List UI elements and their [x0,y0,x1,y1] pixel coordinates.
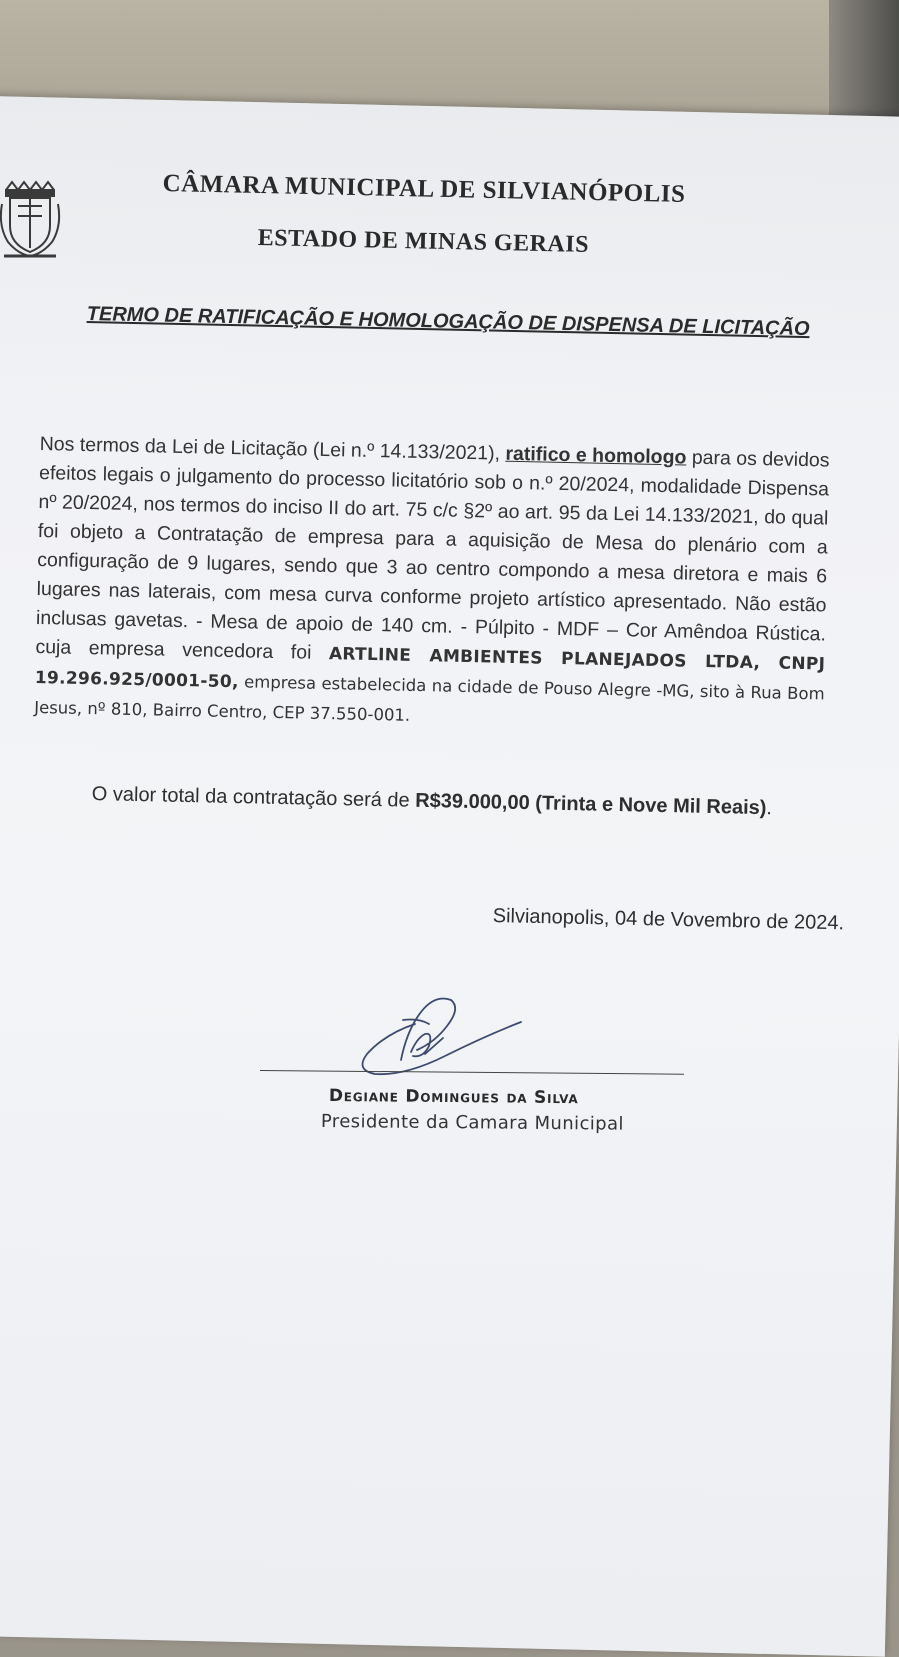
state-name: ESTADO DE MINAS GERAIS [257,225,590,258]
company-name: ARTLINE AMBIENTES PLANEJADOS LTDA, CNPJ 19.296.925/0001-50, [34,644,826,693]
place-date: Silvianopolis, 04 de Vovembro de 2024. [492,905,845,935]
signatory-name: Degiane Domingues da Silva [328,1086,579,1109]
body-main: para os devidos efeitos legais o julgamento do processo licitatório sob o n.º 20/2024, modalidade Dispensa nº 20/2024, nos termos do inciso II do art. 75 c/c §2º ao art. 95 da Lei 14.133/2021, do qual foi objeto a Contratação de empresa para a aquisição de Mesa do plenário com a configuração de 9 lugares, sendo que 3 ao centro compondo a mesa diretora e mais 6 lugares nas laterais, com mesa curva conforme projeto artístico apresentado. Não estão inclusas gavetas. - Mesa de apoio de 140 cm. - Púlpito - MDF – Cor Amêndoa Rústica. cuja empresa vencedora foi [35,446,830,665]
chamber-name: CÂMARA MUNICIPAL DE SILVIANÓPOLIS [162,170,686,208]
document-title: TERMO DE RATIFICAÇÃO E HOMOLOGAÇÃO DE DISPENSA DE LICITAÇÃO [86,303,810,341]
contract-value [92,783,773,820]
company-address: empresa estabelecida na cidade de Pouso Alegre -MG, sito à Rua Bom Jesus, nº 810, Bairro Centro, CEP 37.550-001. [33,672,825,725]
body-emphasis: ratifico e homologo [505,442,687,469]
value-amount: R$39.000,00 (Trinta e Nove Mil Reais) [414,789,767,820]
coat-of-arms-icon [0,176,62,262]
value-prefix: O valor total da contratação será de [91,783,416,812]
body-intro: Nos termos da Lei de Licitação (Lei n.º 14.133/2021), [39,432,506,465]
body-paragraph [34,430,830,738]
signatory-role: Presidente da Camara Municipal [320,1111,624,1135]
signature-mark [355,990,535,1082]
value-suffix: . [766,797,773,820]
